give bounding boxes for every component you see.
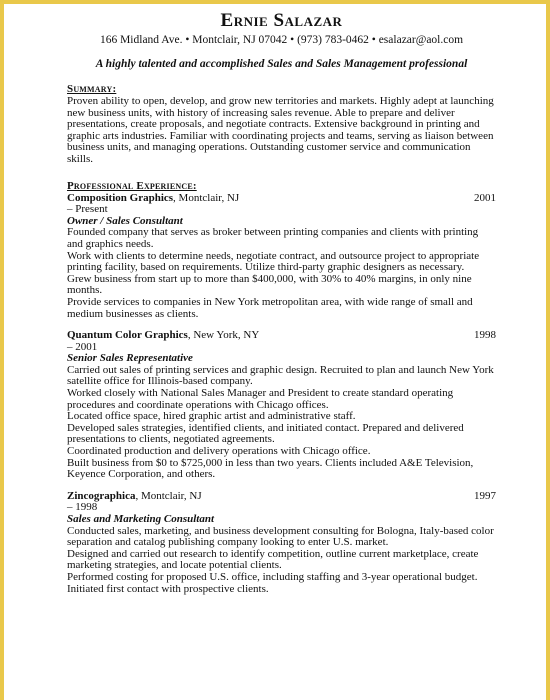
job-duty: Worked closely with National Sales Manager and President to create standard operating procedures and coordinate operations with Chicago offices.: [67, 387, 454, 411]
company-name: Quantum Color Graphics: [67, 329, 188, 342]
job-duty: Performed costing for proposed U.S. office, including staffing and 3-year operational budget.: [67, 570, 478, 583]
job-role: Sales and Marketing Consultant: [67, 513, 215, 525]
company-name: Composition Graphics: [67, 191, 174, 204]
job-entry: [67, 491, 496, 595]
job-duty: Conducted sales, marketing, and business development consulting for Bologna, Italy-based color separation and catalog publishing company looking to enter U.S. market.: [67, 524, 494, 549]
job-role: Senior Sales Representative: [67, 352, 193, 365]
job-end-date: – 2001: [67, 340, 98, 353]
resume-page: [4, 4, 546, 700]
job-duty: Developed sales strategies, identified clients, and initiated contact. Prepared and delivered presentations to clients, negotiated agreements.: [67, 421, 464, 446]
job-duty: Provide services to companies in New York metropolitan area, with wide range of small and medium businesses as clients.: [67, 295, 473, 320]
job-duty: Initiated first contact with prospective clients.: [67, 582, 269, 595]
job-duty: Located office space, hired graphic artist and administrative staff.: [67, 410, 356, 423]
job-duty: Built business from $0 to $725,000 in less than two years. Clients included A&E Television, Keyence Corporation, and others.: [67, 456, 474, 481]
job-duty: Work with clients to determine needs, negotiate contract, and outsource project to appropriate printing facility, based on requirements. Utilize third-party graphic designers as necessary.: [67, 249, 480, 274]
job-entry: [67, 330, 496, 481]
job-header: [67, 330, 496, 342]
job-header: [67, 491, 496, 503]
job-duty: Designed and carried out research to identify competition, outline current marketplace, create marketing strategies, and locate potential clients.: [67, 547, 479, 572]
job-start-year: 1998: [474, 329, 496, 342]
job-duty: Founded company that serves as broker between printing companies and clients with printing and graphics needs.: [67, 226, 479, 250]
job-start-year: 1997: [474, 489, 496, 502]
company-name: Zincographica: [67, 489, 136, 502]
job-role: Owner / Sales Consultant: [67, 214, 183, 227]
job-duty: Coordinated production and delivery operations with Chicago office.: [67, 445, 371, 458]
summary-heading: Summary:: [67, 83, 117, 95]
candidate-name: Ernie Salazar: [220, 10, 343, 31]
tagline: A highly talented and accomplished Sales and Sales Management professional: [95, 58, 468, 70]
company-location: , Montclair, NJ: [135, 489, 202, 502]
job-header: [67, 193, 496, 205]
job-start-year: 2001: [474, 191, 496, 204]
job-duty: Grew business from start up to more than $400,000, with 30% to 40% margins, in only nine months.: [67, 272, 472, 297]
contact-line: 166 Midland Ave. • Montclair, NJ 07042 • (973) 783-0462 • esalazar@aol.com: [99, 34, 464, 46]
job-entry: [67, 193, 496, 321]
job-duty: Carried out sales of printing services and graphic design. Recruited to plan and launch New York satellite office for Illinois-based company.: [67, 363, 494, 388]
job-end-date: – 1998: [67, 501, 98, 514]
company-location: , Montclair, NJ: [173, 191, 240, 204]
job-end-date: – Present: [67, 203, 108, 216]
summary-text: Proven ability to open, develop, and grow new territories and markets. Highly adept at launching new business units, with history of increasing sales revenue. Able to prepare and deliver presentations, create proposals, and negotiate contracts. Extensive background in printing and graphic arts industries. Familiar with coordinating projects and teams, serving as liaison between business units, and managing operations. Outstanding customer service and communication skills.: [67, 95, 494, 165]
experience-heading: Professional Experience:: [67, 179, 197, 192]
company-location: , New York, NY: [187, 329, 260, 342]
